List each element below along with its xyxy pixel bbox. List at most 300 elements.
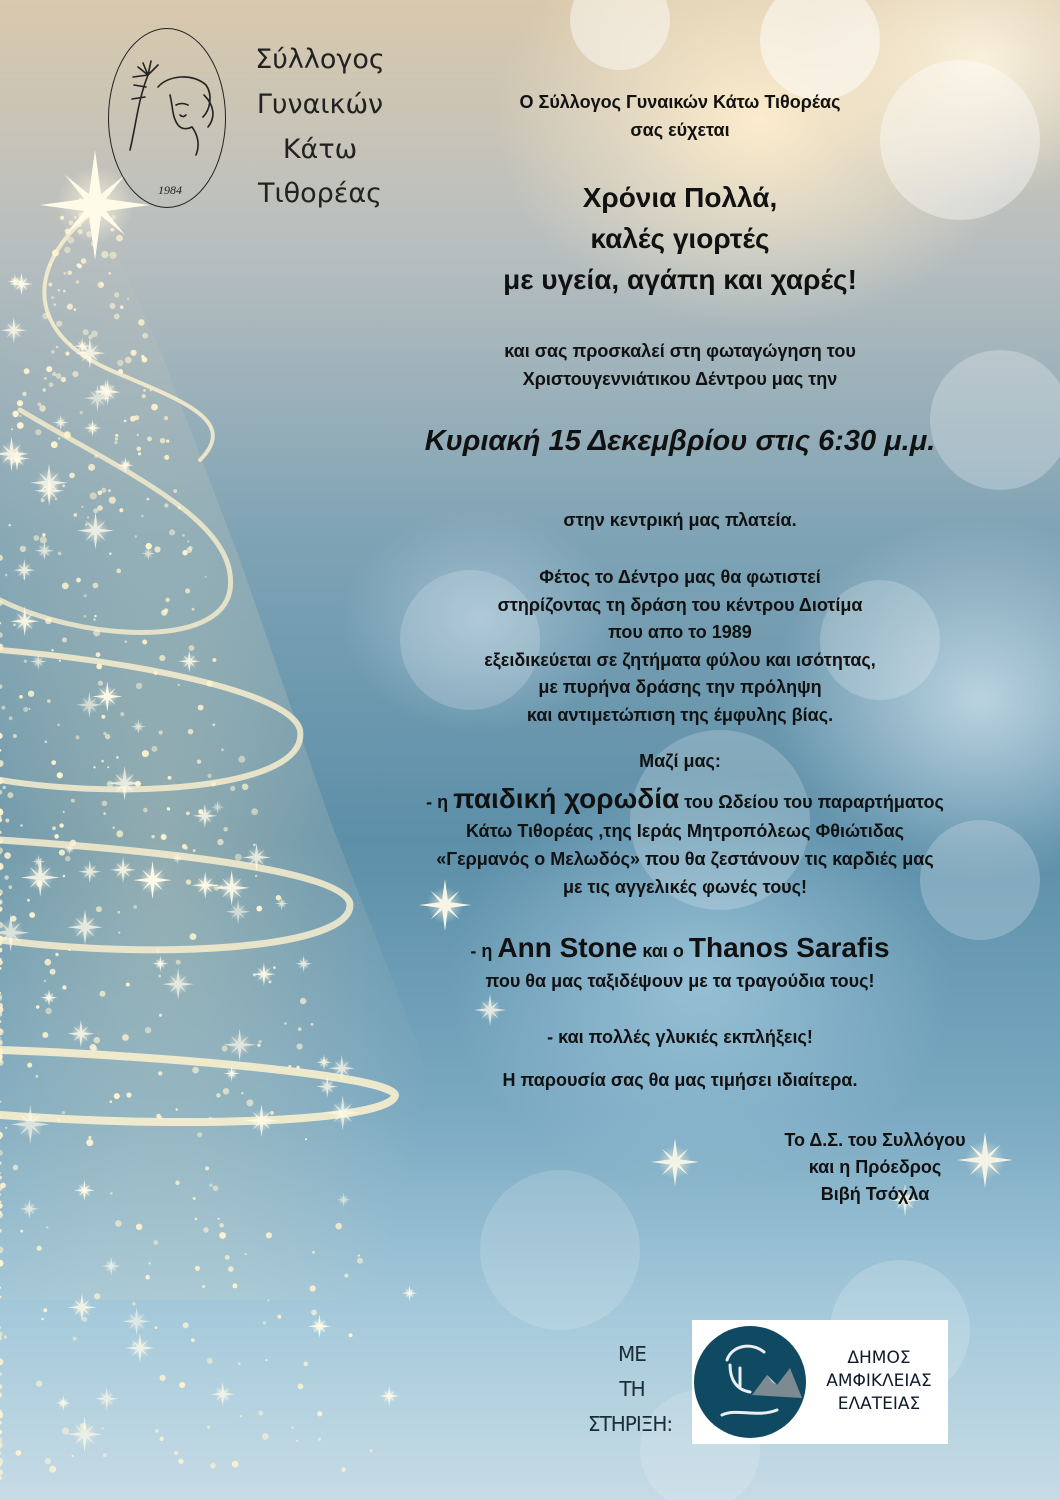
- tree-light: [69, 343, 72, 346]
- tree-light: [297, 1043, 303, 1049]
- tree-light: [22, 392, 26, 396]
- tree-light: [81, 258, 87, 264]
- tree-light: [0, 1359, 3, 1366]
- tree-light: [29, 708, 31, 710]
- club-name-line-3: Κάτω: [282, 134, 358, 165]
- woman-profile-icon: [118, 55, 218, 165]
- tree-light: [63, 272, 66, 275]
- tree-light: [221, 748, 224, 751]
- tree-light: [86, 1139, 93, 1146]
- tree-light: [96, 664, 102, 670]
- tree-light: [57, 724, 60, 727]
- wish-line-1: Χρόνια Πολλά,: [582, 182, 778, 213]
- tree-light: [51, 350, 55, 354]
- tree-light: [83, 329, 89, 335]
- tree-light: [4, 852, 11, 859]
- tree-light: [96, 906, 102, 912]
- tree-light: [53, 303, 56, 306]
- tree-light: [146, 543, 152, 549]
- tree-light: [117, 360, 123, 366]
- tree-light: [202, 1285, 205, 1288]
- tree-light: [126, 983, 130, 987]
- sparkle-icon: [55, 1395, 71, 1411]
- tree-light: [62, 583, 69, 590]
- tree-light: [19, 695, 23, 699]
- tree-light: [17, 422, 24, 429]
- tree-light: [36, 1075, 39, 1078]
- tree-light: [24, 660, 27, 663]
- tree-light: [43, 388, 46, 391]
- tree-light: [187, 540, 189, 542]
- tree-light: [69, 473, 75, 479]
- tree-light: [169, 529, 175, 535]
- tree-light: [158, 975, 161, 978]
- tree-light: [56, 373, 62, 379]
- tree-light: [318, 1438, 321, 1441]
- tree-light: [116, 830, 123, 837]
- tree-light: [160, 1375, 166, 1381]
- tree-light: [222, 1046, 228, 1052]
- tree-light: [161, 834, 167, 840]
- tree-light: [182, 534, 185, 537]
- tree-light: [147, 437, 152, 442]
- tree-light: [223, 1088, 230, 1095]
- tree-light: [48, 283, 52, 287]
- tree-light: [176, 960, 181, 965]
- tree-light: [100, 283, 103, 286]
- tree-light: [125, 357, 132, 364]
- tree-light: [175, 1181, 180, 1186]
- tree-light: [109, 497, 116, 504]
- tree-light: [63, 290, 66, 293]
- tree-light: [27, 899, 30, 902]
- tree-light: [101, 488, 106, 493]
- tree-light: [0, 1372, 2, 1376]
- tree-light: [68, 237, 75, 244]
- tree-light: [185, 588, 190, 593]
- tree-light: [217, 839, 223, 845]
- tree-light: [212, 658, 216, 662]
- tree-light: [176, 1108, 178, 1110]
- tree-light: [76, 280, 79, 283]
- tree-light: [251, 808, 258, 815]
- tree-light: [156, 1114, 161, 1119]
- tree-light: [136, 683, 142, 689]
- tree-light: [109, 252, 116, 259]
- tree-light: [151, 404, 158, 411]
- honor-line: Η παρουσία σας θα μας τιμήσει ιδιαίτερα.: [502, 1070, 858, 1090]
- tree-light: [45, 959, 52, 966]
- tree-light: [114, 1093, 120, 1099]
- tree-light: [142, 640, 147, 645]
- tree-light: [41, 1318, 44, 1321]
- tree-light: [125, 641, 127, 643]
- tree-light: [28, 691, 34, 697]
- tree-light: [27, 1063, 32, 1068]
- tree-light: [255, 875, 257, 877]
- tree-light: [143, 808, 148, 813]
- tree-light: [93, 766, 95, 768]
- tree-light: [298, 1384, 304, 1390]
- tree-light: [133, 905, 137, 909]
- tree-light: [174, 1451, 178, 1455]
- tree-light: [80, 411, 83, 414]
- tree-light: [277, 1315, 281, 1319]
- tree-light: [8, 885, 12, 889]
- tree-light: [55, 953, 58, 956]
- tree-light: [198, 705, 204, 711]
- tree-light: [112, 826, 115, 829]
- tree-light: [20, 1230, 23, 1233]
- tree-light: [116, 569, 121, 574]
- artists-line-1: [380, 932, 980, 964]
- club-name-line-1: Σύλλογος: [255, 44, 385, 75]
- tree-light: [238, 756, 245, 763]
- tree-light: [39, 405, 46, 412]
- tree-light: [253, 844, 256, 847]
- tree-light: [193, 1197, 196, 1200]
- tree-light: [45, 617, 52, 624]
- invitation-line-2: Χριστουγεννιάτικου Δέντρου μας την: [522, 369, 838, 389]
- tree-light: [45, 1458, 51, 1464]
- tree-light: [344, 1274, 348, 1278]
- tree-light: [110, 1100, 113, 1103]
- tree-light: [109, 552, 112, 555]
- tree-light: [4, 1335, 7, 1338]
- tree-light: [164, 416, 168, 420]
- tree-light: [59, 823, 63, 827]
- tree-light: [42, 313, 48, 319]
- tree-light: [115, 1220, 122, 1227]
- tree-light: [156, 948, 161, 953]
- tree-light: [51, 649, 53, 651]
- tree-light: [311, 1310, 317, 1316]
- tree-light: [35, 429, 41, 435]
- tree-light: [263, 1321, 266, 1324]
- tree-light: [296, 1066, 300, 1070]
- tree-light: [235, 854, 242, 861]
- tree-light: [369, 1449, 372, 1452]
- tree-light: [23, 707, 28, 712]
- tree-light: [47, 699, 51, 703]
- tree-light: [12, 411, 18, 417]
- artists-join: και ο: [637, 941, 689, 961]
- sparkle-icon: [67, 1416, 103, 1452]
- tree-light: [265, 1359, 267, 1361]
- tree-light: [160, 438, 166, 444]
- tree-light: [151, 835, 154, 838]
- tree-light: [107, 781, 114, 788]
- tree-light: [216, 1093, 220, 1097]
- tree-light: [52, 250, 59, 257]
- tree-light: [13, 1165, 18, 1170]
- tree-light: [51, 296, 54, 299]
- choir-line-1: [340, 783, 1030, 815]
- tree-light: [94, 1293, 100, 1299]
- tree-light: [238, 1362, 241, 1365]
- surprises-line: - και πολλές γλυκιές εκπλήξεις!: [547, 1027, 813, 1047]
- event-date-time: Κυριακή 15 Δεκεμβρίου στις 6:30 μ.μ.: [424, 425, 936, 457]
- tree-light: [312, 1251, 315, 1254]
- tree-light: [288, 1065, 291, 1068]
- invitation-line-1: και σας προσκαλεί στη φωταγώγηση του: [504, 341, 856, 361]
- tree-light: [43, 1308, 47, 1312]
- tree-light: [259, 1040, 262, 1043]
- tree-light: [203, 1227, 208, 1232]
- tree-light: [173, 489, 177, 493]
- tree-light: [266, 1232, 272, 1238]
- tree-light: [142, 750, 149, 757]
- tree-light: [225, 1255, 230, 1260]
- tree-light: [154, 671, 158, 675]
- tree-light: [0, 1337, 2, 1340]
- artists-prefix: - η: [470, 941, 498, 961]
- tree-light: [189, 645, 195, 651]
- tree-light: [137, 447, 142, 452]
- sparkle-icon: [95, 1387, 119, 1411]
- tree-light: [120, 712, 124, 716]
- tree-light: [150, 389, 152, 391]
- tree-light: [267, 1299, 269, 1301]
- tree-light: [151, 746, 157, 752]
- tree-light: [138, 319, 145, 326]
- tree-light: [74, 308, 77, 311]
- signature-line-3: Βιβή Τσόχλα: [820, 1184, 930, 1204]
- tree-light: [245, 1253, 247, 1255]
- tree-light: [0, 1183, 6, 1189]
- signature-line-1: Το Δ.Σ. του Συλλόγου: [784, 1130, 966, 1150]
- tree-light: [223, 827, 228, 832]
- tree-light: [341, 1467, 346, 1472]
- tree-light: [147, 498, 150, 501]
- tree-light: [192, 608, 195, 611]
- tree-light: [46, 1226, 48, 1228]
- tree-light: [36, 1381, 42, 1387]
- tree-light: [213, 1185, 219, 1191]
- tree-light: [164, 455, 169, 460]
- tree-light: [298, 1027, 302, 1031]
- tree-light: [317, 1411, 322, 1416]
- tree-light: [310, 1285, 316, 1291]
- support-label-line-2: ΤΗ: [619, 1377, 645, 1401]
- tree-light: [168, 776, 172, 780]
- tree-light: [63, 875, 66, 878]
- tree-light: [207, 774, 211, 778]
- tree-light: [51, 760, 56, 765]
- tree-light: [178, 684, 180, 686]
- tree-light: [118, 911, 121, 914]
- tree-light: [57, 1118, 60, 1121]
- tree-light: [218, 1218, 220, 1220]
- tree-light: [207, 1426, 210, 1429]
- tree-light: [269, 980, 272, 983]
- tree-light: [219, 1232, 226, 1239]
- choir-prefix: - η: [426, 792, 454, 812]
- tree-light: [246, 1099, 253, 1106]
- sparkle-icon: [308, 1315, 331, 1338]
- tree-light: [103, 812, 106, 815]
- sparkle-icon: [474, 994, 506, 1026]
- tree-light: [33, 535, 39, 541]
- tree-light: [51, 441, 58, 448]
- tree-light: [63, 811, 65, 813]
- tree-light: [124, 420, 127, 423]
- tree-light: [195, 1218, 198, 1221]
- tree-light: [56, 346, 59, 349]
- tree-light: [19, 415, 21, 417]
- tree-light: [100, 991, 106, 997]
- tree-light: [88, 1136, 91, 1139]
- support-label-line-1: ΜΕ: [618, 1342, 646, 1366]
- signature-line-2: και η Πρόεδρος: [808, 1157, 942, 1177]
- cause-line-2: στηρίζοντας τη δράση του κέντρου Διοτίμα: [497, 595, 863, 615]
- cause-line-5: με πυρήνα δράσης την πρόληψη: [538, 677, 822, 697]
- tree-light: [119, 508, 123, 512]
- tree-light: [59, 660, 61, 662]
- tree-light: [296, 1440, 298, 1442]
- tree-light: [120, 305, 124, 309]
- tree-light: [62, 637, 67, 642]
- tree-light: [130, 416, 136, 422]
- tree-light: [82, 1317, 87, 1322]
- tree-light: [160, 1437, 164, 1441]
- tree-light: [114, 441, 117, 444]
- tree-light: [97, 505, 103, 511]
- tree-light: [159, 730, 163, 734]
- tree-light: [183, 1322, 189, 1328]
- tree-light: [155, 1429, 159, 1433]
- tree-light: [67, 270, 72, 275]
- sparkle-icon: [125, 1333, 155, 1363]
- tree-light: [188, 729, 194, 735]
- municipality-line-2: ΑΜΦΙΚΛΕΙΑΣ: [826, 1371, 932, 1391]
- tree-light: [305, 1138, 307, 1140]
- tree-light: [7, 792, 13, 798]
- tree-light: [141, 515, 144, 518]
- tree-light: [138, 452, 141, 455]
- tree-light: [136, 1224, 142, 1230]
- tree-light: [256, 906, 262, 912]
- tree-light: [155, 1326, 158, 1329]
- tree-light: [205, 1166, 209, 1170]
- tree-light: [197, 1132, 202, 1137]
- tree-light: [210, 1463, 216, 1469]
- tree-light: [92, 1046, 97, 1051]
- tree-light: [48, 264, 51, 267]
- tree-light: [29, 912, 35, 918]
- tree-light: [84, 615, 87, 618]
- tree-light: [64, 247, 70, 253]
- tree-light: [109, 272, 112, 275]
- tree-light: [94, 615, 96, 617]
- wish-line-2: καλές γιορτές: [590, 223, 770, 254]
- tree-light: [62, 1111, 65, 1114]
- tree-light: [9, 524, 11, 526]
- tree-light: [242, 784, 249, 791]
- tree-light: [90, 492, 97, 499]
- tree-light: [209, 1184, 212, 1187]
- choir-line-2: Κάτω Τιθορέας ,της Ιεράς Μητροπόλεως Φθιώτιδας: [465, 821, 905, 841]
- tree-light: [72, 371, 78, 377]
- tree-light: [258, 1411, 263, 1416]
- support-label-line-3: ΣΤΗΡΙΞΗ:: [587, 1412, 673, 1436]
- tree-light: [88, 464, 95, 471]
- tree-light: [102, 801, 108, 807]
- tree-light: [101, 760, 104, 763]
- tree-light: [178, 1459, 183, 1464]
- tree-light: [52, 826, 56, 830]
- choir-rest: του Ωδείου του παραρτήματος: [679, 792, 944, 812]
- tree-light: [230, 786, 235, 791]
- municipality-line-1: ΔΗΜΟΣ: [847, 1348, 911, 1368]
- tree-light: [44, 377, 47, 380]
- choir-line-4: με τις αγγελικές φωνές τους!: [562, 877, 808, 897]
- tree-light: [101, 715, 105, 719]
- tree-light: [197, 760, 201, 764]
- tree-light: [195, 1266, 200, 1271]
- tree-light: [17, 400, 23, 406]
- cause-line-1: Φέτος το Δέντρο μας θα φωτιστεί: [539, 567, 821, 587]
- tree-light: [116, 756, 119, 759]
- tree-light: [127, 298, 129, 300]
- tree-light: [142, 394, 146, 398]
- tree-light: [114, 314, 120, 320]
- tree-light: [20, 546, 26, 552]
- tree-light: [205, 576, 207, 578]
- tree-light: [132, 1302, 136, 1306]
- tree-light: [178, 506, 181, 509]
- tree-light: [5, 1127, 7, 1129]
- tree-light: [64, 431, 71, 438]
- artist-ann-stone: Ann Stone: [497, 932, 638, 963]
- tree-light: [192, 1067, 199, 1074]
- tree-light: [141, 355, 145, 359]
- tree-light: [232, 1283, 237, 1288]
- tree-light: [114, 292, 119, 297]
- tree-light: [46, 366, 52, 372]
- tree-light: [303, 1362, 308, 1367]
- tree-light: [186, 811, 190, 815]
- club-name-line-2: Γυναικών: [256, 89, 384, 120]
- tree-light: [93, 583, 99, 589]
- tree-light: [335, 1223, 342, 1230]
- tree-light: [284, 1022, 286, 1024]
- artists-line-2: που θα μας ταξιδέψουν με τα τραγούδια τους!: [485, 971, 875, 991]
- logo-year: 1984: [158, 183, 182, 197]
- tree-light: [0, 1332, 3, 1337]
- tree-light: [11, 428, 13, 430]
- tree-light: [0, 1326, 1, 1329]
- tree-light: [59, 850, 65, 856]
- tree-light: [145, 1275, 150, 1280]
- tree-light: [108, 489, 111, 492]
- tree-light: [118, 932, 120, 934]
- municipality-line-3: ΕΛΑΤΕΙΑΣ: [837, 1394, 921, 1414]
- tree-light: [36, 1005, 40, 1009]
- club-name-line-4: Τιθορέας: [257, 178, 383, 209]
- tree-light: [207, 681, 213, 687]
- tree-light: [42, 533, 45, 536]
- tree-light: [0, 1384, 3, 1389]
- tree-light: [49, 383, 54, 388]
- tree-light: [358, 1255, 360, 1257]
- intro-line-1: Ο Σύλλογος Γυναικών Κάτω Τιθορέας: [519, 92, 841, 112]
- tree-light: [311, 1023, 314, 1026]
- tree-light: [300, 998, 306, 1004]
- event-location: στην κεντρική μας πλατεία.: [563, 510, 797, 530]
- tree-light: [103, 1453, 107, 1457]
- cause-line-4: εξειδικεύεται σε ζητήματα φύλου και ισότητας,: [484, 650, 876, 670]
